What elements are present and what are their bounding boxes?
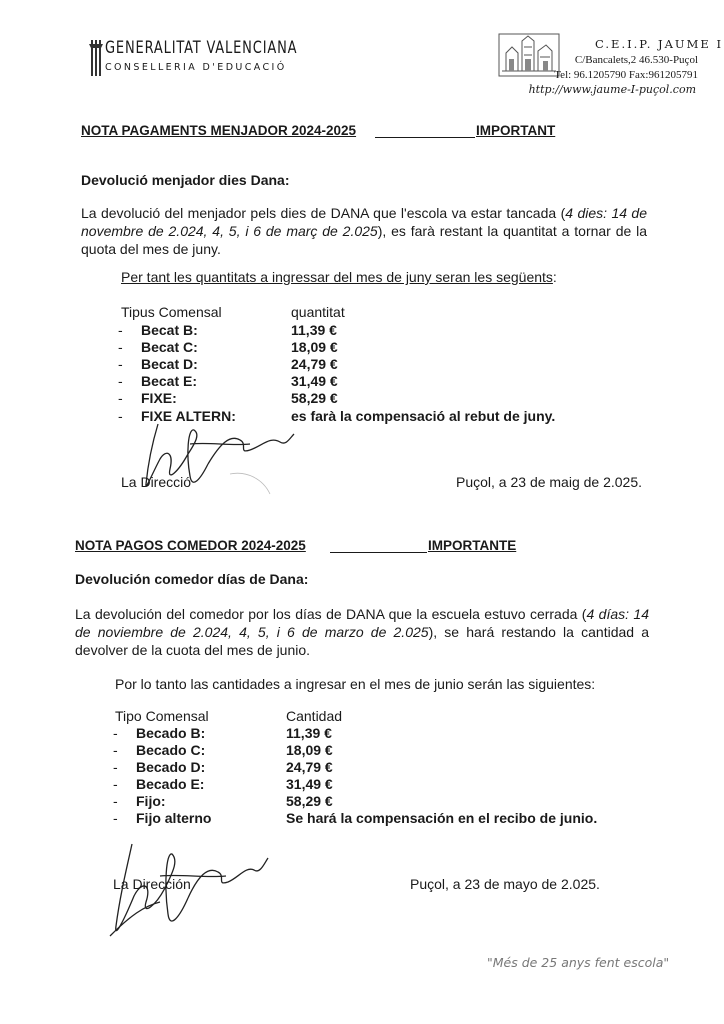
school-logo-icon	[498, 33, 560, 77]
es-row-value: 24,79 €	[286, 759, 333, 775]
val-title: NOTA PAGAMENTS MENJADOR 2024-2025	[81, 123, 357, 138]
val-row-dash: -	[118, 339, 123, 355]
school-name: C.E.I.P. JAUME I	[595, 37, 723, 51]
val-row-label: Becat C:	[141, 339, 198, 355]
es-col-amount: Cantidad	[286, 708, 343, 724]
val-intro: Per tant les quantitats a ingressar del mes de juny seran les següents:	[121, 269, 557, 285]
generalitat-logo-icon	[88, 38, 104, 78]
val-signer: La Direcció	[121, 474, 192, 490]
val-row-value: 11,39 €	[291, 322, 337, 338]
es-col-type: Tipo Comensal	[115, 708, 209, 724]
val-title-underline	[375, 137, 475, 138]
es-row-dash: -	[113, 793, 118, 809]
es-row-label: Fijo:	[136, 793, 166, 809]
es-signer: La Dirección	[113, 876, 191, 892]
es-row-value: 11,39 €	[286, 725, 332, 741]
val-col-amount: quantitat	[291, 304, 345, 320]
es-row-dash: -	[113, 810, 118, 826]
es-row-value: Se hará la compensación en el recibo de junio.	[286, 810, 598, 826]
es-row-label: Becado E:	[136, 776, 205, 792]
es-row-label: Fijo alterno	[136, 810, 212, 826]
es-row-dash: -	[113, 776, 118, 792]
val-row-label: FIXE ALTERN:	[141, 408, 236, 424]
es-row-label: Becado D:	[136, 759, 206, 775]
es-row-label: Becado C:	[136, 742, 206, 758]
gov-title: GENERALITAT VALENCIANA	[105, 38, 298, 58]
val-row-label: FIXE:	[141, 390, 177, 406]
es-row-value: 58,29 €	[286, 793, 333, 809]
val-row-value: es farà la compensació al rebut de juny.	[291, 408, 556, 424]
val-subtitle: Devolució menjador dies Dana:	[81, 172, 290, 188]
es-row-label: Becado B:	[136, 725, 206, 741]
val-row-dash: -	[118, 322, 123, 338]
es-title-underline	[330, 552, 427, 553]
val-paragraph: La devolució del menjador pels dies de DANA que l'escola va estar tancada (4 dies: 14 de novembre de 2.024, 4, 5, i 6 de març de 2.025), es farà restant la quantitat a tornar de la quota del mes de juny.	[81, 205, 648, 257]
es-place-date: Puçol, a 23 de mayo de 2.025.	[410, 876, 600, 892]
val-row-dash: -	[118, 356, 123, 372]
val-important: IMPORTANT	[476, 123, 556, 138]
val-row-label: Becat B:	[141, 322, 198, 338]
val-row-label: Becat D:	[141, 356, 198, 372]
val-place-date: Puçol, a 23 de maig de 2.025.	[456, 474, 643, 490]
es-intro: Por lo tanto las cantidades a ingresar en el mes de junio serán las siguientes:	[115, 676, 596, 692]
val-row-value: 58,29 €	[291, 390, 338, 406]
school-address: C/Bancalets,2 46.530-Puçol	[574, 54, 698, 66]
school-phone: Tel: 96.1205790 Fax:961205791	[554, 69, 698, 81]
val-row-value: 31,49 €	[291, 373, 338, 389]
es-paragraph: La devolución del comedor por los días de DANA que la escuela estuvo cerrada (4 días: 14 de noviembre de 2.024, 4, 5, i 6 de marzo de 2.025), se hará restando la cantidad a devolver de la cuota del mes de junio.	[75, 606, 649, 658]
es-row-value: 31,49 €	[286, 776, 333, 792]
val-col-type: Tipus Comensal	[121, 304, 222, 320]
es-important: IMPORTANTE	[428, 538, 517, 553]
val-row-dash: -	[118, 408, 123, 424]
school-motto: "Més de 25 anys fent escola"	[487, 955, 670, 970]
es-row-dash: -	[113, 742, 118, 758]
val-row-value: 24,79 €	[291, 356, 338, 372]
val-row-dash: -	[118, 373, 123, 389]
val-row-dash: -	[118, 390, 123, 406]
val-row-value: 18,09 €	[291, 339, 338, 355]
val-signature-icon	[130, 414, 300, 504]
es-row-dash: -	[113, 759, 118, 775]
es-subtitle: Devolución comedor días de Dana:	[75, 571, 309, 587]
es-row-dash: -	[113, 725, 118, 741]
school-website: http://www.jaume-I-puçol.com	[528, 83, 696, 96]
es-title: NOTA PAGOS COMEDOR 2024-2025	[75, 538, 306, 553]
gov-subtitle: CONSELLERIA D'EDUCACIÓ	[105, 62, 287, 73]
es-row-value: 18,09 €	[286, 742, 333, 758]
val-row-label: Becat E:	[141, 373, 198, 389]
